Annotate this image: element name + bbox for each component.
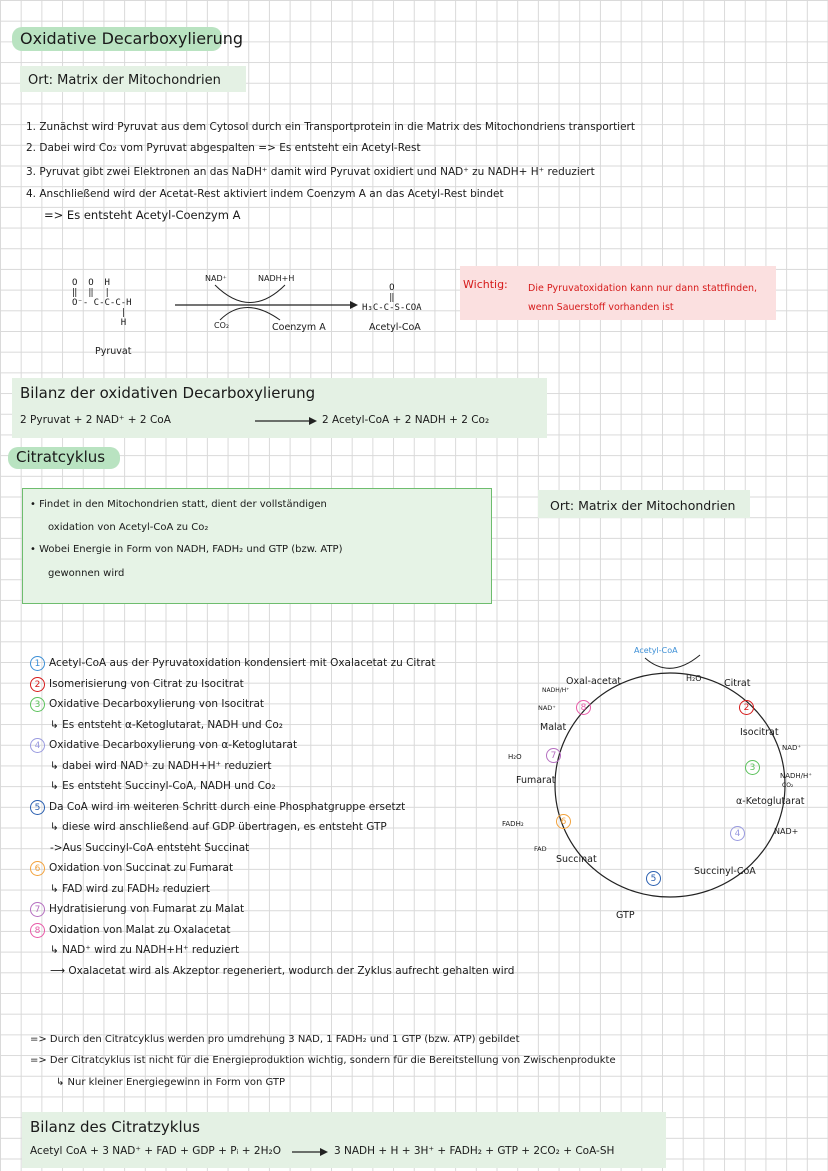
cycle-badge-5: 5 [646, 871, 661, 886]
cycle-diagram-arrows [520, 640, 820, 930]
cycle-nad-right2: NAD+ [774, 827, 799, 836]
cycle-nadh-h: NADH/H⁺ [542, 687, 570, 694]
cycle-steps-list [30, 653, 514, 981]
cycle-badge-4: 4 [730, 826, 745, 841]
bilanz1-arrow [255, 416, 317, 426]
step-3: 3. Pyruvat gibt zwei Elektronen an das NaDH⁺ damit wird Pyruvat oxidiert und NAD⁺ zu NADH+ H⁺ reduziert [26, 166, 595, 178]
citrat-title: Citratcyklus [16, 448, 106, 466]
cycle-step-text: ↳ FAD wird zu FADH₂ reduziert [50, 882, 210, 895]
pyruvat-structure: O O H ‖ ‖ | O⁻- C-C-C-H | H [72, 278, 132, 328]
cycle-fad: FAD [534, 845, 547, 853]
cycle-nadh-right: NADH/H⁺ [780, 772, 812, 780]
coenzym-label: Coenzym A [272, 322, 326, 333]
cycle-step-text: ↳ Es entsteht α-Ketoglutarat, NADH und Co₂ [50, 718, 284, 731]
step-number-5: 5 [30, 800, 45, 815]
reaction-arrow [170, 280, 360, 325]
cycle-h2o-left: H₂O [508, 753, 522, 761]
cycle-badge-8: 8 [576, 700, 591, 715]
step-4: 4. Anschließend wird der Acetat-Rest aktiviert indem Coenzym A an das Acetyl-Rest bindet [26, 188, 504, 200]
cycle-step-3 [30, 694, 514, 715]
cycle-nad-right: NAD⁺ [782, 744, 802, 752]
cycle-step-6-detail [30, 879, 514, 900]
nad-label: NAD⁺ [205, 274, 227, 283]
cycle-fumarat: Fumarat [516, 775, 556, 786]
cycle-step-text: ->Aus Succinyl-CoA entsteht Succinat [50, 841, 250, 854]
cycle-gtp: GTP [616, 910, 635, 921]
box-line-3: • Wobei Energie in Form von NADH, FADH₂ und GTP (bzw. ATP) [30, 544, 343, 555]
cycle-step-text: ↳ diese wird anschließend auf GDP übertragen, es entsteht GTP [50, 821, 387, 833]
pyruvat-label: Pyruvat [95, 346, 132, 357]
acetyl-label: Acetyl-CoA [369, 322, 421, 333]
summary-line-2: => Der Citratcyklus ist nicht für die Energieproduktion wichtig, sondern für die Bereitstellung von Zwischenprodukte [30, 1055, 616, 1066]
step-number-7: 7 [30, 902, 45, 917]
cycle-badge-3: 3 [745, 760, 760, 775]
cycle-step-4-detail-b [30, 776, 514, 797]
bilanz2-left: Acetyl CoA + 3 NAD⁺ + FAD + GDP + Pᵢ + 2H₂O [30, 1145, 281, 1157]
cycle-step-2 [30, 674, 514, 695]
cycle-step-7 [30, 899, 514, 920]
cycle-step-3-detail [30, 715, 514, 736]
cycle-isocitrat: Isocitrat [740, 727, 779, 738]
cycle-step-6 [30, 858, 514, 879]
cycle-step-text: ↳ Es entsteht Succinyl-CoA, NADH und Co₂ [50, 780, 276, 792]
bilanz2-title: Bilanz des Citratzyklus [30, 1118, 200, 1136]
cycle-step-text: Oxidation von Malat zu Oxalacetat [49, 923, 231, 936]
cycle-badge-7: 7 [546, 748, 561, 763]
cycle-step-text: Oxidation von Succinat zu Fumarat [49, 862, 234, 874]
wichtig-label: Wichtig: [463, 278, 508, 291]
cycle-step-8 [30, 920, 514, 941]
step-number-1: 1 [30, 656, 45, 671]
cycle-step-4 [30, 735, 514, 756]
cycle-step-text: ↳ dabei wird NAD⁺ zu NADH+H⁺ reduziert [50, 759, 272, 772]
nadh-label: NADH+H [258, 274, 295, 283]
bilanz1-right: 2 Acetyl-CoA + 2 NADH + 2 Co₂ [322, 414, 490, 426]
step-2: 2. Dabei wird Co₂ vom Pyruvat abgespalten => Es entsteht ein Acetyl-Rest [26, 142, 421, 154]
cycle-ketoglutarat: α-Ketoglutarat [736, 796, 805, 807]
cycle-co2-right: CO₂ [782, 782, 794, 789]
cycle-step-text: ⟶ Oxalacetat wird als Akzeptor regeneriert, wodurch der Zyklus aufrecht gehalten wird [50, 964, 515, 977]
bilanz2-right: 3 NADH + H + 3H⁺ + FADH₂ + GTP + 2CO₂ + CoA-SH [334, 1145, 615, 1157]
cycle-step-text: Acetyl-CoA aus der Pyruvatoxidation kondensiert mit Oxalacetat zu Citrat [49, 657, 436, 669]
ort1: Ort: Matrix der Mitochondrien [28, 73, 221, 88]
step-number-2: 2 [30, 677, 45, 692]
cycle-h2o-top: H₂O [686, 674, 702, 683]
cycle-citrat: Citrat [724, 678, 751, 689]
cycle-step-conclusion [30, 961, 514, 982]
cycle-succinyl: Succinyl-CoA [694, 866, 756, 877]
cycle-step-text: Hydratisierung von Fumarat zu Malat [49, 903, 245, 915]
cycle-step-1 [30, 653, 514, 674]
box-line-1: • Findet in den Mitochondrien statt, dient der vollständigen [30, 499, 327, 510]
step-number-6: 6 [30, 861, 45, 876]
cycle-succinat: Succinat [556, 854, 597, 865]
cycle-fadh2: FADH₂ [502, 820, 524, 828]
cycle-acetyl: Acetyl-CoA [634, 646, 678, 655]
cycle-nad-plus: NAD⁺ [538, 704, 556, 712]
cycle-step-5-detail-a [30, 817, 514, 838]
step-number-8: 8 [30, 923, 45, 938]
cycle-badge-6: 6 [556, 814, 571, 829]
cycle-step-8-detail [30, 940, 514, 961]
step-number-4: 4 [30, 738, 45, 753]
ort2: Ort: Matrix der Mitochondrien [550, 498, 736, 513]
bilanz1-title: Bilanz der oxidativen Decarboxylierung [20, 384, 316, 402]
cycle-oxalacetat: Oxal-acetat [566, 676, 622, 687]
box-line-4: gewonnen wird [48, 568, 125, 579]
wichtig-text: Die Pyruvatoxidation kann nur dann stattfinden, wenn Sauerstoff vorhanden ist [528, 283, 758, 313]
cycle-badge-2: 2 [739, 700, 754, 715]
step-number-3: 3 [30, 697, 45, 712]
bilanz1-left: 2 Pyruvat + 2 NAD⁺ + 2 CoA [20, 414, 171, 426]
summary-line-1: => Durch den Citratcyklus werden pro umdrehung 3 NAD, 1 FADH₂ und 1 GTP (bzw. ATP) gebildet [30, 1034, 520, 1045]
co2-label: CO₂ [214, 321, 230, 330]
acetyl-structure: O ‖ H₃C-C-S-COA [362, 283, 422, 313]
cycle-malat: Malat [540, 722, 567, 733]
summary-line-3: ↳ Nur kleiner Energiegewinn in Form von GTP [56, 1077, 286, 1088]
cycle-step-text: Da CoA wird im weiteren Schritt durch eine Phosphatgruppe ersetzt [49, 800, 406, 813]
step-result: => Es entsteht Acetyl-Coenzym A [44, 208, 241, 222]
cycle-step-5-detail-b [30, 838, 514, 859]
title-oxidative: Oxidative Decarboxylierung [20, 29, 244, 48]
cycle-step-text: ↳ NAD⁺ wird zu NADH+H⁺ reduziert [50, 944, 240, 956]
cycle-step-4-detail-a [30, 756, 514, 777]
box-line-2: oxidation von Acetyl-CoA zu Co₂ [48, 522, 209, 533]
step-1: 1. Zunächst wird Pyruvat aus dem Cytosol durch ein Transportprotein in die Matrix des Mitochondriens transportiert [26, 121, 635, 133]
cycle-step-text: Oxidative Decarboxylierung von α-Ketoglutarat [49, 739, 298, 751]
bilanz2-arrow [292, 1147, 328, 1157]
cycle-step-5 [30, 797, 514, 818]
cycle-step-text: Oxidative Decarboxylierung von Isocitrat [49, 698, 265, 710]
cycle-step-text: Isomerisierung von Citrat zu Isocitrat [49, 677, 244, 690]
